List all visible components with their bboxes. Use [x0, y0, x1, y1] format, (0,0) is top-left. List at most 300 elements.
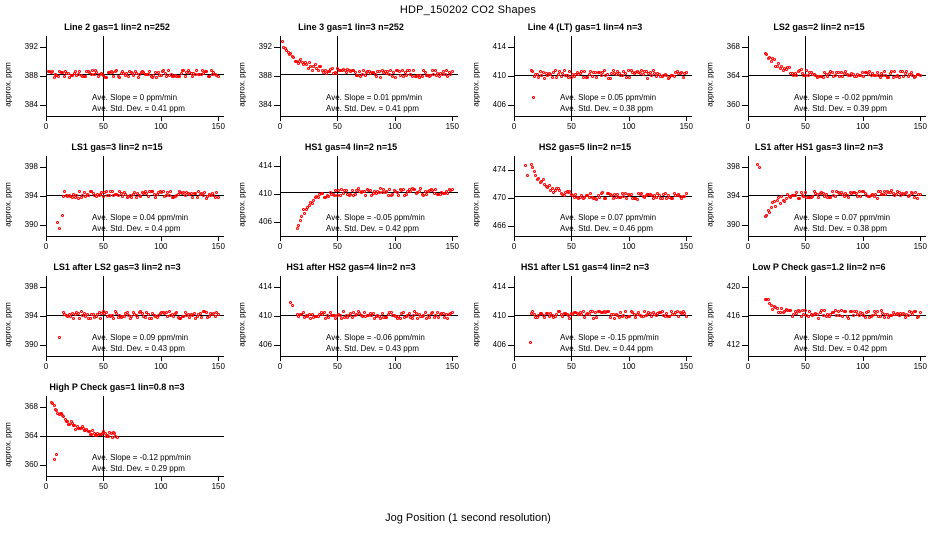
data-point	[399, 317, 402, 320]
x-tick-label: 100	[154, 482, 168, 491]
x-tick	[748, 356, 749, 361]
data-point	[643, 310, 646, 313]
data-point	[354, 193, 357, 196]
data-point	[621, 74, 624, 77]
data-point	[661, 197, 664, 200]
mean-reference-line	[46, 436, 224, 437]
data-point	[902, 75, 905, 78]
panel-title: HS1 after LS1 gas=4 lin=2 n=3	[520, 262, 650, 272]
data-point	[112, 75, 115, 78]
data-point	[111, 436, 114, 439]
data-point	[323, 311, 326, 314]
data-point	[437, 316, 440, 319]
data-point-outlier	[291, 304, 294, 307]
x-tick	[452, 236, 453, 241]
x-tick-label: 50	[566, 242, 576, 251]
data-point	[208, 315, 211, 318]
data-point	[411, 317, 414, 320]
data-point	[311, 69, 314, 72]
chart-panel	[0, 20, 234, 140]
panel-title: Line 4 (LT) gas=1 lin=4 n=3	[527, 22, 643, 32]
data-point	[205, 311, 208, 314]
x-tick-label: 100	[388, 242, 402, 251]
x-tick	[161, 356, 162, 361]
data-point-outlier	[58, 336, 61, 339]
chart-panel	[234, 260, 468, 380]
data-point	[591, 75, 594, 78]
data-point	[121, 195, 124, 198]
slope-annotation: Ave. Slope = 0.05 ppm/min	[560, 93, 657, 102]
y-tick	[40, 345, 46, 346]
slope-annotation: Ave. Slope = -0.02 ppm/min	[794, 93, 893, 102]
data-point	[904, 316, 907, 319]
data-point	[428, 316, 431, 319]
data-point	[917, 315, 920, 318]
data-point	[78, 190, 81, 193]
x-axis-line	[280, 356, 458, 357]
x-tick	[920, 116, 921, 121]
data-point	[879, 315, 882, 318]
y-tick-label: 398	[24, 281, 38, 291]
data-point	[178, 75, 181, 78]
data-point	[548, 184, 551, 187]
data-point	[595, 316, 598, 319]
data-point	[112, 317, 115, 320]
y-tick	[274, 105, 280, 106]
y-tick-label: 414	[492, 281, 506, 291]
data-point-outlier	[532, 96, 535, 99]
x-tick	[805, 236, 806, 241]
data-point	[150, 317, 153, 320]
x-tick	[571, 356, 572, 361]
data-point	[78, 70, 81, 73]
data-point	[102, 195, 105, 198]
x-tick-label: 150	[445, 122, 459, 131]
x-tick	[337, 356, 338, 361]
x-tick-label: 50	[332, 242, 342, 251]
y-axis-label: approx. ppm	[705, 301, 715, 347]
chart-panel	[468, 140, 702, 260]
y-axis-label: approx. ppm	[3, 181, 13, 227]
stddev-annotation: Ave. Std. Dev. = 0.29 ppm	[92, 464, 185, 473]
chart-panel	[468, 20, 702, 140]
data-point	[876, 310, 879, 313]
x-tick-label: 100	[622, 242, 636, 251]
y-tick-label: 406	[492, 100, 506, 110]
slope-annotation: Ave. Slope = 0.07 ppm/min	[794, 213, 891, 222]
data-point	[167, 69, 170, 72]
x-tick	[161, 236, 162, 241]
data-point	[582, 310, 585, 313]
x-tick	[571, 116, 572, 121]
slope-annotation: Ave. Slope = 0.09 ppm/min	[92, 333, 189, 342]
x-tick	[514, 236, 515, 241]
x-tick-label: 100	[154, 242, 168, 251]
data-point	[375, 75, 378, 78]
data-point	[642, 73, 645, 76]
x-tick	[748, 236, 749, 241]
x-tick-label: 0	[745, 362, 751, 371]
x-tick	[629, 356, 630, 361]
data-point	[364, 74, 367, 77]
data-point	[385, 316, 388, 319]
y-tick-label: 410	[492, 311, 506, 320]
x-tick-label: 100	[856, 242, 870, 251]
data-point	[217, 196, 220, 199]
stddev-annotation: Ave. Std. Dev. = 0.4 ppm	[92, 224, 181, 233]
data-point	[397, 194, 400, 197]
data-point	[84, 75, 87, 78]
x-axis-line	[514, 236, 692, 237]
y-tick-label: 392	[258, 41, 272, 51]
data-point	[847, 317, 850, 320]
slope-annotation: Ave. Slope = 0.01 ppm/min	[326, 93, 423, 102]
data-point	[561, 315, 564, 318]
data-point	[768, 211, 771, 214]
y-tick-label: 390	[24, 340, 38, 350]
data-point	[78, 317, 81, 320]
data-point	[601, 191, 604, 194]
data-point	[317, 196, 320, 199]
x-tick	[46, 476, 47, 481]
data-point	[588, 313, 591, 316]
x-axis-line	[46, 236, 224, 237]
y-tick	[40, 76, 46, 77]
data-point	[640, 192, 643, 195]
y-tick	[274, 47, 280, 48]
y-tick-label: 368	[24, 401, 38, 411]
y-tick	[40, 167, 46, 168]
data-point	[859, 195, 862, 198]
y-tick-label: 388	[258, 71, 272, 80]
slope-annotation: Ave. Slope = -0.15 ppm/min	[560, 333, 659, 342]
panel-title: Line 2 gas=1 lin=2 n=252	[64, 22, 170, 32]
x-tick-label: 100	[154, 362, 168, 371]
data-point	[446, 317, 449, 320]
data-point	[788, 66, 791, 69]
data-point	[831, 190, 834, 193]
data-point	[296, 227, 299, 230]
data-point	[898, 76, 901, 79]
data-point	[354, 71, 357, 74]
data-point	[811, 195, 814, 198]
data-point	[609, 316, 612, 319]
data-point	[405, 74, 408, 77]
y-axis-line	[46, 156, 47, 236]
x-tick	[103, 476, 104, 481]
data-point	[405, 193, 408, 196]
data-point	[105, 190, 108, 193]
slope-annotation: Ave. Slope = -0.12 ppm/min	[92, 453, 191, 462]
data-point	[388, 188, 391, 191]
data-point	[408, 312, 411, 315]
x-tick	[218, 236, 219, 241]
x-tick-label: 150	[211, 242, 225, 251]
data-point	[87, 194, 90, 197]
x-tick	[103, 236, 104, 241]
y-tick-label: 360	[726, 100, 740, 110]
data-point	[817, 196, 820, 199]
x-tick	[748, 116, 749, 121]
data-point	[154, 196, 157, 199]
data-point	[372, 312, 375, 315]
x-tick-label: 150	[211, 122, 225, 131]
x-tick-label: 50	[98, 242, 108, 251]
data-point	[451, 188, 454, 191]
y-tick	[40, 287, 46, 288]
x-tick-label: 0	[43, 242, 49, 251]
data-point	[807, 74, 810, 77]
data-point	[308, 61, 311, 64]
x-tick	[395, 116, 396, 121]
x-tick	[686, 356, 687, 361]
y-tick-label: 388	[24, 71, 38, 80]
data-point	[408, 69, 411, 72]
x-tick	[863, 116, 864, 121]
y-axis-line	[46, 36, 47, 116]
y-tick	[742, 105, 748, 106]
data-point	[634, 316, 637, 319]
x-tick	[920, 236, 921, 241]
panel-title: HS2 gas=5 lin=2 n=15	[538, 142, 632, 152]
data-point	[136, 316, 139, 319]
x-tick-label: 50	[332, 362, 342, 371]
data-point	[147, 195, 150, 198]
stddev-annotation: Ave. Std. Dev. = 0.41 ppm	[92, 104, 185, 113]
data-point	[555, 313, 558, 316]
data-point	[105, 76, 108, 79]
data-point	[795, 191, 798, 194]
x-tick-label: 50	[98, 122, 108, 131]
x-tick	[452, 116, 453, 121]
data-point	[438, 75, 441, 78]
data-point	[127, 75, 130, 78]
y-tick-label: 406	[492, 340, 506, 350]
x-axis-line	[514, 116, 692, 117]
y-tick	[274, 345, 280, 346]
chart-grid	[0, 20, 936, 500]
data-point	[412, 69, 415, 72]
x-tick	[218, 116, 219, 121]
data-point	[780, 195, 783, 198]
data-point	[200, 316, 203, 319]
data-point	[390, 311, 393, 314]
data-point-outlier	[58, 227, 61, 230]
stddev-annotation: Ave. Std. Dev. = 0.43 ppm	[92, 344, 185, 353]
data-point	[789, 309, 792, 312]
x-tick	[863, 236, 864, 241]
x-tick-label: 50	[332, 122, 342, 131]
data-point	[826, 75, 829, 78]
panel-title: LS1 after LS2 gas=3 lin=2 n=3	[53, 262, 181, 272]
data-point	[583, 316, 586, 319]
data-point	[785, 197, 788, 200]
y-tick-label: 394	[24, 311, 38, 320]
x-tick	[337, 116, 338, 121]
x-tick-label: 150	[913, 242, 927, 251]
y-tick-label: 364	[726, 71, 740, 80]
data-point	[831, 71, 834, 74]
x-tick	[103, 356, 104, 361]
data-point	[63, 75, 66, 78]
chart-panel	[702, 260, 936, 380]
y-tick-label: 410	[258, 189, 272, 199]
x-tick	[395, 236, 396, 241]
y-tick-label: 398	[726, 161, 740, 171]
x-tick-label: 100	[388, 122, 402, 131]
data-point	[391, 193, 394, 196]
data-point	[609, 77, 612, 80]
data-point	[86, 313, 89, 316]
x-tick-label: 0	[745, 122, 751, 131]
x-axis-label: Jog Position (1 second resolution)	[385, 512, 551, 524]
data-point-outlier	[56, 221, 59, 224]
y-tick-label: 394	[24, 191, 38, 200]
y-axis-label: approx. ppm	[471, 61, 481, 107]
data-point-outlier	[53, 458, 56, 461]
data-point	[446, 192, 449, 195]
x-tick-label: 50	[800, 122, 810, 131]
x-axis-line	[46, 356, 224, 357]
data-point	[531, 70, 534, 73]
data-point	[554, 69, 557, 72]
data-point	[180, 72, 183, 75]
data-point	[770, 206, 773, 209]
x-axis-line	[46, 116, 224, 117]
x-tick-label: 150	[913, 122, 927, 131]
y-tick	[742, 76, 748, 77]
data-point	[107, 435, 110, 438]
y-tick-label: 470	[492, 192, 506, 202]
x-tick-label: 150	[211, 482, 225, 491]
x-tick-label: 0	[43, 362, 49, 371]
x-tick	[805, 116, 806, 121]
x-tick-label: 150	[913, 362, 927, 371]
data-point	[776, 199, 779, 202]
data-point	[89, 317, 92, 320]
x-tick-label: 100	[856, 362, 870, 371]
data-point	[402, 188, 405, 191]
data-point	[779, 202, 782, 205]
data-point	[841, 75, 844, 78]
x-tick-label: 50	[800, 362, 810, 371]
y-tick-label: 384	[258, 100, 272, 110]
data-point	[589, 192, 592, 195]
y-tick-label: 364	[24, 431, 38, 440]
y-axis-line	[514, 276, 515, 356]
data-point	[196, 196, 199, 199]
chart-panel	[234, 20, 468, 140]
data-point	[193, 312, 196, 315]
data-point	[345, 189, 348, 192]
x-tick-label: 0	[511, 122, 517, 131]
data-point	[630, 193, 633, 196]
data-point-outlier	[526, 174, 529, 177]
y-axis-line	[514, 36, 515, 116]
y-axis-label: approx. ppm	[3, 61, 13, 107]
data-point	[874, 193, 877, 196]
data-point	[661, 310, 664, 313]
x-tick-label: 0	[43, 122, 49, 131]
data-point	[381, 312, 384, 315]
y-tick-label: 406	[258, 340, 272, 350]
data-point	[919, 193, 922, 196]
y-tick	[40, 465, 46, 466]
data-point-outlier	[529, 341, 532, 344]
y-tick	[274, 194, 280, 195]
data-point	[135, 196, 138, 199]
data-point	[317, 69, 320, 72]
data-point	[130, 196, 133, 199]
y-tick	[40, 196, 46, 197]
x-tick	[395, 356, 396, 361]
panel-title: Line 3 gas=1 lin=3 n=252	[298, 22, 404, 32]
data-point	[624, 310, 627, 313]
data-point	[916, 197, 919, 200]
data-point	[108, 194, 111, 197]
data-point	[914, 310, 917, 313]
y-tick	[274, 76, 280, 77]
x-tick-label: 50	[800, 242, 810, 251]
y-tick	[742, 225, 748, 226]
x-tick	[218, 476, 219, 481]
x-axis-line	[748, 356, 926, 357]
y-tick	[742, 316, 748, 317]
y-tick-label: 420	[726, 281, 740, 291]
data-point	[804, 309, 807, 312]
x-tick	[514, 356, 515, 361]
data-point	[887, 76, 890, 79]
data-point	[302, 311, 305, 314]
stddev-annotation: Ave. Std. Dev. = 0.42 ppm	[794, 344, 887, 353]
x-tick-label: 50	[98, 482, 108, 491]
data-point	[169, 190, 172, 193]
y-axis-label: approx. ppm	[705, 61, 715, 107]
chart-panel	[234, 140, 468, 260]
y-tick-label: 410	[492, 71, 506, 80]
y-tick	[274, 222, 280, 223]
data-point	[292, 56, 295, 59]
data-point	[543, 316, 546, 319]
panel-title: HS1 after HS2 gas=4 lin=2 n=3	[286, 262, 416, 272]
y-tick	[508, 170, 514, 171]
y-tick	[40, 105, 46, 106]
y-tick	[508, 316, 514, 317]
data-point	[625, 197, 628, 200]
stddev-annotation: Ave. Std. Dev. = 0.42 ppm	[326, 224, 419, 233]
data-point	[434, 188, 437, 191]
y-tick	[742, 47, 748, 48]
data-point-outlier	[55, 453, 58, 456]
data-point	[783, 200, 786, 203]
data-point	[864, 316, 867, 319]
slope-annotation: Ave. Slope = -0.12 ppm/min	[794, 333, 893, 342]
data-point	[299, 219, 302, 222]
x-tick-label: 0	[43, 482, 49, 491]
x-axis-line	[748, 236, 926, 237]
data-point	[598, 196, 601, 199]
data-point	[765, 214, 768, 217]
data-point	[816, 313, 819, 316]
y-tick-label: 414	[492, 41, 506, 51]
y-tick	[508, 105, 514, 106]
x-tick-label: 0	[277, 362, 283, 371]
data-point	[162, 190, 165, 193]
data-point	[191, 196, 194, 199]
data-point	[604, 197, 607, 200]
stddev-annotation: Ave. Std. Dev. = 0.43 ppm	[326, 344, 419, 353]
data-point	[203, 191, 206, 194]
